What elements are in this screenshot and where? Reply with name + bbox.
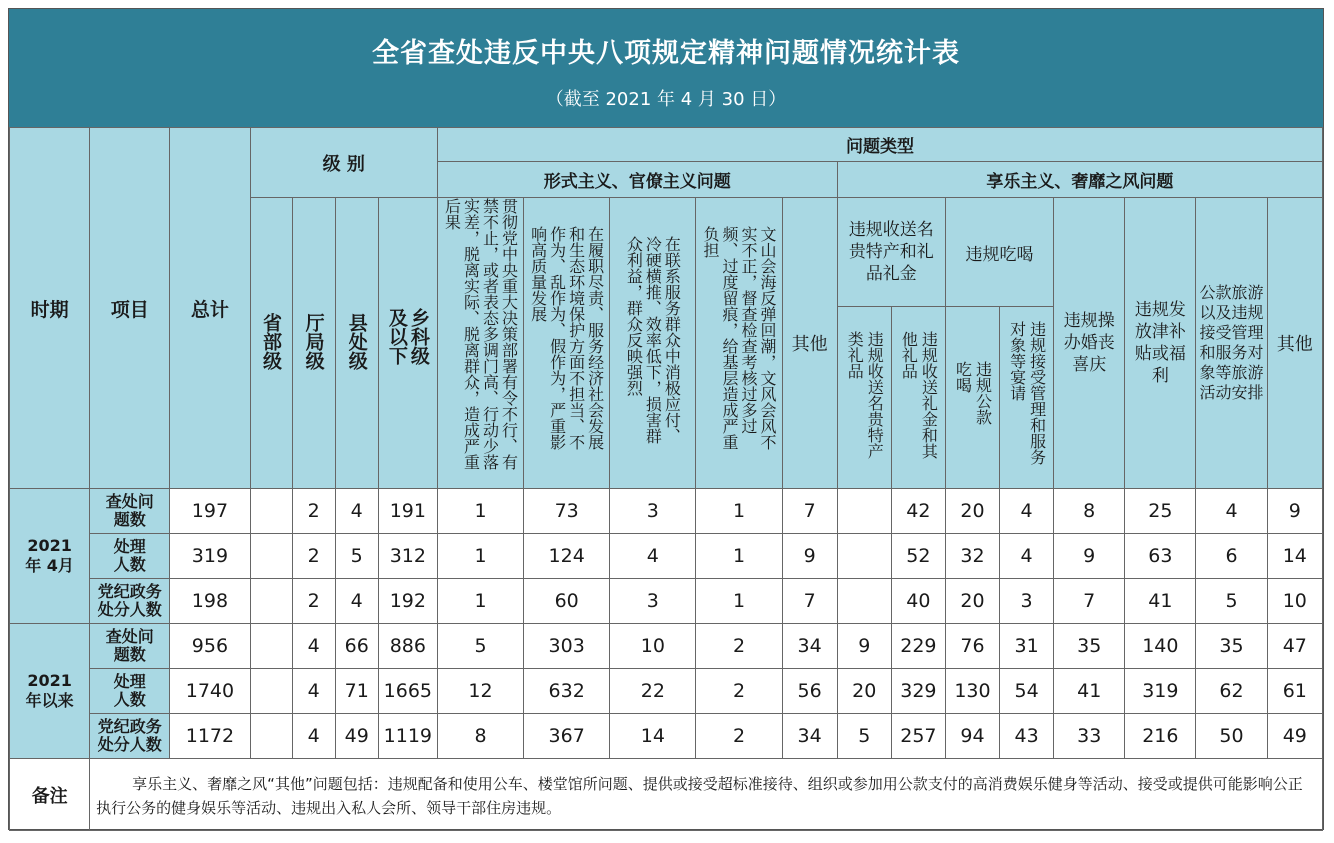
header-level-county: 县处级 <box>335 198 378 489</box>
cell-value: 42 <box>891 489 945 534</box>
period-label: 2021 年 4月 <box>10 489 90 624</box>
cell-value: 41 <box>1054 669 1125 714</box>
cell-value: 9 <box>837 624 891 669</box>
cell-value: 35 <box>1196 624 1267 669</box>
cell-value: 1 <box>437 489 523 534</box>
row-item-label: 党纪政务处分人数 <box>90 579 170 624</box>
cell-value: 886 <box>378 624 437 669</box>
header-level-department: 厅局级 <box>292 198 335 489</box>
cell-value <box>250 489 292 534</box>
cell-value: 140 <box>1125 624 1196 669</box>
cell-value: 73 <box>524 489 610 534</box>
cell-value: 3 <box>610 579 696 624</box>
cell-value: 33 <box>1054 714 1125 759</box>
cell-value: 9 <box>782 534 837 579</box>
cell-value: 76 <box>945 624 999 669</box>
cell-value: 20 <box>837 669 891 714</box>
cell-value: 62 <box>1196 669 1267 714</box>
cell-value: 35 <box>1054 624 1125 669</box>
cell-value: 22 <box>610 669 696 714</box>
cell-value: 20 <box>945 579 999 624</box>
cell-value: 1172 <box>170 714 250 759</box>
row-item-label: 查处问题数 <box>90 624 170 669</box>
note-label: 备注 <box>10 759 90 831</box>
cell-value <box>250 714 292 759</box>
header-gift-group: 违规收送名贵特产和礼品礼金 <box>837 198 945 307</box>
cell-value: 4 <box>610 534 696 579</box>
cell-value: 34 <box>782 624 837 669</box>
cell-value: 216 <box>1125 714 1196 759</box>
period-label: 2021 年以来 <box>10 624 90 759</box>
cell-value: 94 <box>945 714 999 759</box>
cell-value: 56 <box>782 669 837 714</box>
cell-value: 5 <box>1196 579 1267 624</box>
row-item-label: 处理人数 <box>90 669 170 714</box>
cell-value: 1740 <box>170 669 250 714</box>
cell-value <box>250 624 292 669</box>
cell-value: 303 <box>524 624 610 669</box>
note-text: 享乐主义、奢靡之风“其他”问题包括：违规配备和使用公车、楼堂馆所问题、提供或接受超标准接待、组织或参加用公款支付的高消费娱乐健身等活动、接受或提供可能影响公正执行公务的健身娱乐等活动、违规出入私人会所、领导干部住房违规。 <box>90 759 1323 831</box>
cell-value: 197 <box>170 489 250 534</box>
cell-value: 50 <box>1196 714 1267 759</box>
cell-value: 32 <box>945 534 999 579</box>
header-level-province: 省部级 <box>250 198 292 489</box>
cell-value: 40 <box>891 579 945 624</box>
cell-value: 54 <box>1000 669 1054 714</box>
cell-value: 7 <box>1054 579 1125 624</box>
cell-value: 41 <box>1125 579 1196 624</box>
header-dining-public: 违规公款吃喝 <box>945 307 999 489</box>
header-formalism-group: 形式主义、官僚主义问题 <box>437 162 837 198</box>
cell-value <box>250 534 292 579</box>
cell-value: 1119 <box>378 714 437 759</box>
cell-value: 367 <box>524 714 610 759</box>
header-gift-specialty: 违规收送名贵特产类礼品 <box>837 307 891 489</box>
cell-value: 956 <box>170 624 250 669</box>
cell-value: 14 <box>610 714 696 759</box>
header-period: 时期 <box>10 128 90 489</box>
cell-value: 25 <box>1125 489 1196 534</box>
cell-value: 1 <box>437 534 523 579</box>
cell-value: 2 <box>696 624 782 669</box>
cell-value: 4 <box>335 579 378 624</box>
header-weddings: 违规操办婚丧喜庆 <box>1054 198 1125 489</box>
cell-value: 191 <box>378 489 437 534</box>
cell-value: 8 <box>1054 489 1125 534</box>
cell-value: 329 <box>891 669 945 714</box>
page-subtitle: （截至 2021 年 4 月 30 日） <box>545 89 787 110</box>
cell-value <box>837 534 891 579</box>
cell-value: 4 <box>1196 489 1267 534</box>
cell-value: 43 <box>1000 714 1054 759</box>
cell-value: 66 <box>335 624 378 669</box>
cell-value: 4 <box>1000 534 1054 579</box>
cell-value <box>250 579 292 624</box>
cell-value <box>837 579 891 624</box>
cell-value: 198 <box>170 579 250 624</box>
cell-value: 1 <box>696 534 782 579</box>
cell-value: 257 <box>891 714 945 759</box>
cell-value: 1 <box>696 489 782 534</box>
cell-value: 9 <box>1054 534 1125 579</box>
cell-value: 1665 <box>378 669 437 714</box>
cell-value: 4 <box>292 624 335 669</box>
cell-value: 8 <box>437 714 523 759</box>
cell-value: 229 <box>891 624 945 669</box>
cell-value: 4 <box>335 489 378 534</box>
cell-value <box>250 669 292 714</box>
cell-value: 14 <box>1267 534 1322 579</box>
cell-value: 61 <box>1267 669 1322 714</box>
cell-value: 63 <box>1125 534 1196 579</box>
header-total: 总计 <box>170 128 250 489</box>
header-travel: 公款旅游以及违规接受管理和服务对象等旅游活动安排 <box>1196 198 1267 489</box>
cell-value: 6 <box>1196 534 1267 579</box>
header-level-group: 级 别 <box>250 128 437 198</box>
statistics-table <box>9 127 1323 831</box>
header-dining-banquet: 违规接受管理和服务对象等宴请 <box>1000 307 1054 489</box>
cell-value: 52 <box>891 534 945 579</box>
stats-sheet <box>8 8 1324 830</box>
cell-value: 4 <box>292 714 335 759</box>
cell-value: 10 <box>610 624 696 669</box>
cell-value: 319 <box>170 534 250 579</box>
header-formalism-4: 文山会海反弹回潮，文风会风不实不正，督查检查考核过多过频、过度留痕，给基层造成严重负担 <box>696 198 782 489</box>
cell-value: 49 <box>335 714 378 759</box>
cell-value: 319 <box>1125 669 1196 714</box>
header-hedonism-group: 享乐主义、奢靡之风问题 <box>837 162 1322 198</box>
cell-value: 12 <box>437 669 523 714</box>
cell-value: 20 <box>945 489 999 534</box>
header-level-township: 乡科级及以下 <box>378 198 437 489</box>
cell-value: 1 <box>696 579 782 624</box>
header-gift-cash: 违规收送礼金和其他礼品 <box>891 307 945 489</box>
header-item: 项目 <box>90 128 170 489</box>
cell-value: 5 <box>335 534 378 579</box>
cell-value: 4 <box>292 669 335 714</box>
cell-value: 632 <box>524 669 610 714</box>
title-banner <box>9 9 1323 128</box>
header-formalism-3: 在联系服务群众中消极应付、冷硬横推、效率低下，损害群众利益，群众反映强烈 <box>610 198 696 489</box>
cell-value: 10 <box>1267 579 1322 624</box>
cell-value: 5 <box>837 714 891 759</box>
cell-value: 5 <box>437 624 523 669</box>
cell-value: 9 <box>1267 489 1322 534</box>
cell-value: 1 <box>437 579 523 624</box>
header-problem-type: 问题类型 <box>437 128 1322 162</box>
cell-value: 192 <box>378 579 437 624</box>
cell-value: 47 <box>1267 624 1322 669</box>
cell-value: 7 <box>782 489 837 534</box>
row-item-label: 查处问题数 <box>90 489 170 534</box>
row-item-label: 党纪政务处分人数 <box>90 714 170 759</box>
cell-value: 34 <box>782 714 837 759</box>
cell-value: 2 <box>292 489 335 534</box>
cell-value: 3 <box>610 489 696 534</box>
cell-value: 71 <box>335 669 378 714</box>
cell-value: 3 <box>1000 579 1054 624</box>
header-allowances: 违规发放津补贴或福利 <box>1125 198 1196 489</box>
cell-value: 49 <box>1267 714 1322 759</box>
cell-value: 7 <box>782 579 837 624</box>
cell-value: 312 <box>378 534 437 579</box>
cell-value: 130 <box>945 669 999 714</box>
header-formalism-other: 其他 <box>782 198 837 489</box>
cell-value: 124 <box>524 534 610 579</box>
cell-value: 60 <box>524 579 610 624</box>
cell-value <box>837 489 891 534</box>
cell-value: 2 <box>292 534 335 579</box>
cell-value: 4 <box>1000 489 1054 534</box>
header-dining-group: 违规吃喝 <box>945 198 1053 307</box>
cell-value: 2 <box>696 669 782 714</box>
row-item-label: 处理人数 <box>90 534 170 579</box>
header-formalism-2: 在履职尽责、服务经济社会发展和生态环境保护方面不担当、不作为、乱作为、假作为，严重影响高质量发展 <box>524 198 610 489</box>
header-formalism-1: 贯彻党中央重大决策部署有令不行、有禁不止，或者表态多调门高、行动少落实差，脱离实际、脱离群众，造成严重后果 <box>437 198 523 489</box>
page-title: 全省查处违反中央八项规定精神问题情况统计表 <box>372 38 960 69</box>
header-hedonism-other: 其他 <box>1267 198 1322 489</box>
cell-value: 2 <box>292 579 335 624</box>
cell-value: 2 <box>696 714 782 759</box>
cell-value: 31 <box>1000 624 1054 669</box>
